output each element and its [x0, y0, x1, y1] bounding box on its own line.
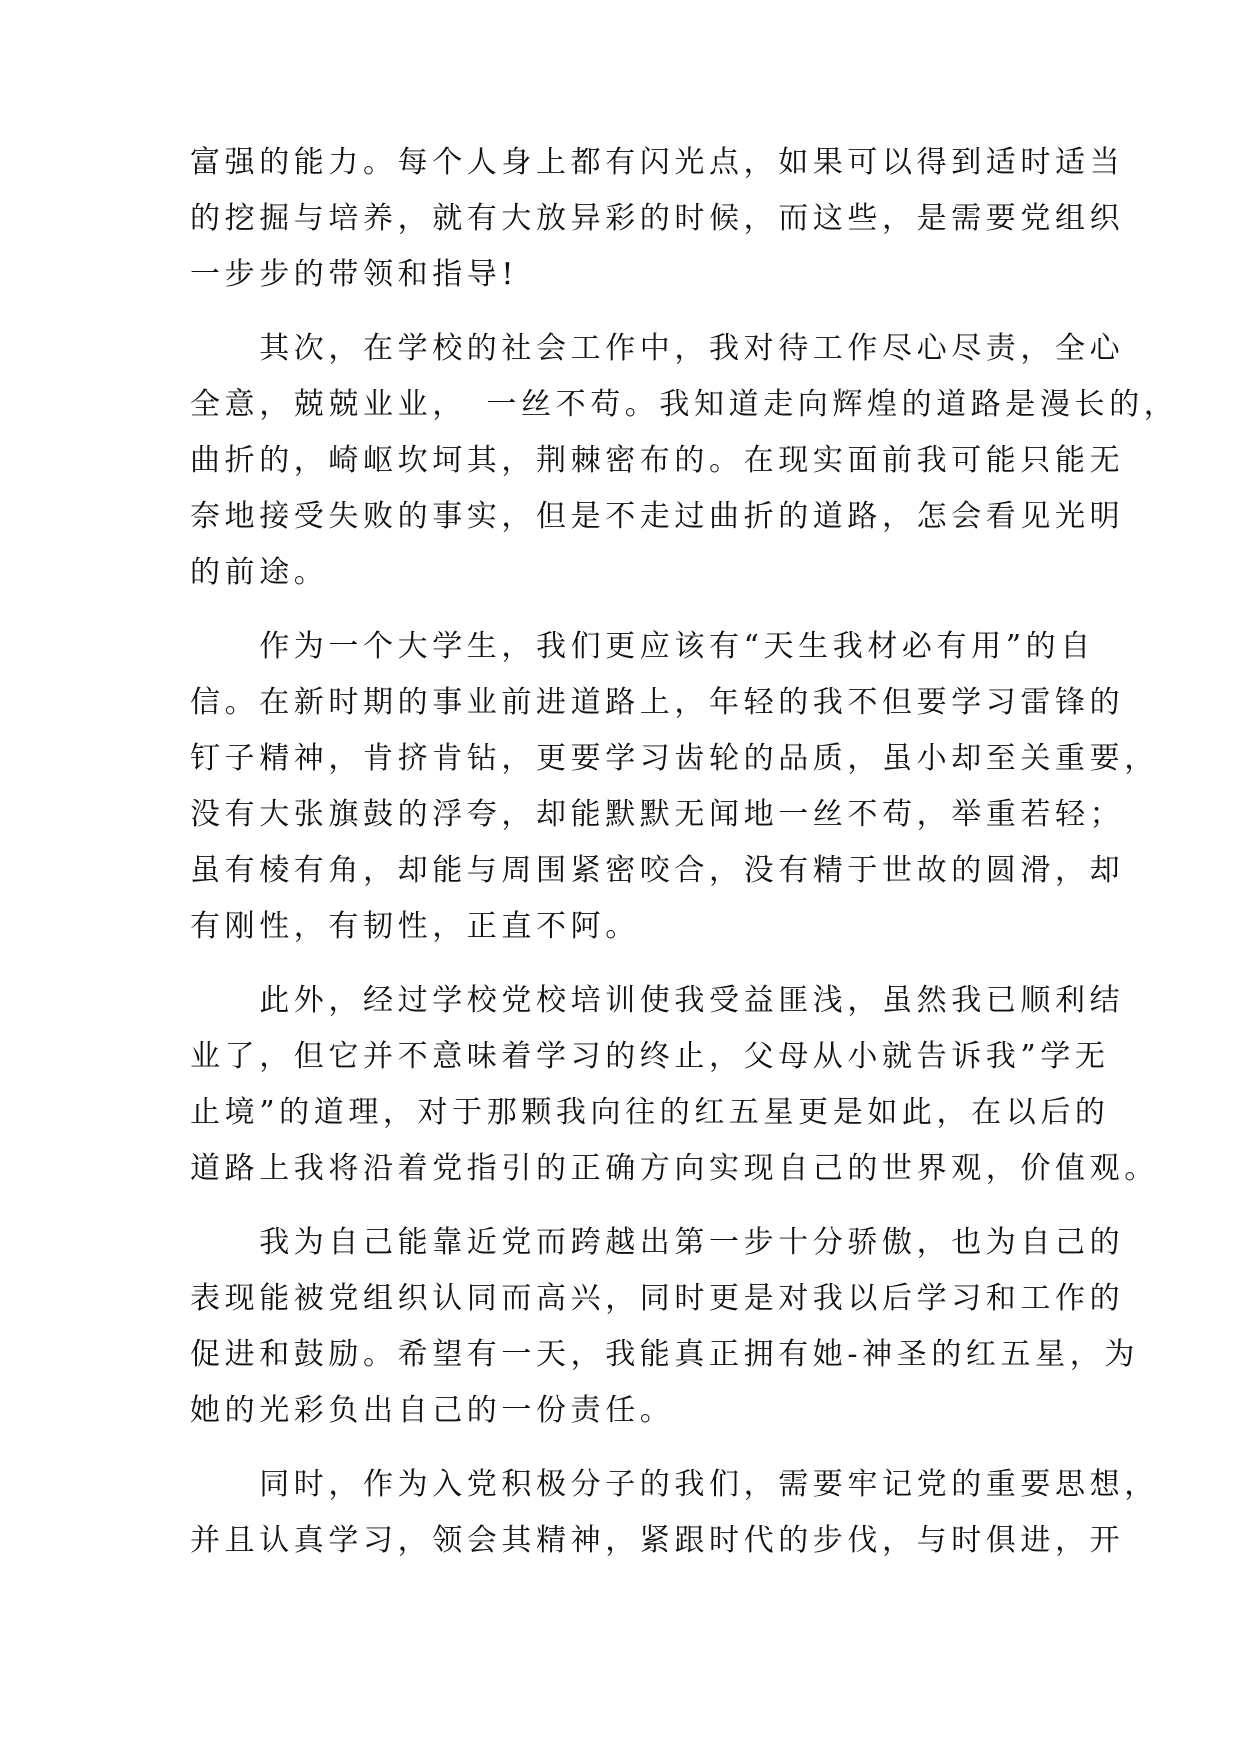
paragraph-3 — [190, 626, 1159, 962]
text-line: 作为一个大学生，我们更应该有“天生我材必有用”的自 — [190, 629, 1095, 664]
text-line: 富强的能力。每个人身上都有闪光点，如果可以得到适时适当 — [190, 145, 1125, 180]
text-line: 表现能被党组织认同而高兴，同时更是对我以后学习和工作的 — [190, 1281, 1125, 1316]
paragraph-2 — [190, 328, 1179, 608]
text-line: 一步步的带领和指导! — [190, 257, 519, 292]
text-line: 虽有棱有角，却能与周围紧密咬合，没有精于世故的圆滑，却 — [190, 853, 1125, 888]
text-line: 有刚性，有韧性，正直不阿。 — [190, 909, 640, 944]
text-line: 信。在新时期的事业前进道路上，年轻的我不但要学习雷锋的 — [190, 685, 1125, 720]
text-line: 的挖掘与培养，就有大放异彩的时候，而这些，是需要党组织 — [190, 201, 1125, 236]
paragraph-1 — [190, 142, 1125, 310]
text-line: 奈地接受失败的事实，但是不走过曲折的道路，怎会看见光明 — [190, 499, 1125, 534]
text-line: 曲折的，崎岖坎坷其，荆棘密布的。在现实面前我可能只能无 — [190, 443, 1125, 478]
text-line: 没有大张旗鼓的浮夸，却能默默无闻地一丝不苟，举重若轻； — [190, 797, 1125, 832]
paragraph-4 — [190, 980, 1159, 1204]
text-line: 全意，兢兢业业， 一丝不苟。我知道走向辉煌的道路是漫长的， — [190, 387, 1179, 422]
text-line: 同时，作为入党积极分子的我们，需要牢记党的重要思想， — [190, 1467, 1159, 1502]
text-line: 其次，在学校的社会工作中，我对待工作尽心尽责，全心 — [190, 331, 1125, 366]
text-line: 她的光彩负出自己的一份责任。 — [190, 1393, 675, 1428]
text-line: 我为自己能靠近党而跨越出第一步十分骄傲，也为自己的 — [190, 1225, 1125, 1260]
text-line: 并且认真学习，领会其精神，紧跟时代的步伐，与时俱进，开 — [190, 1523, 1125, 1558]
text-line: 的前途。 — [190, 555, 329, 590]
document-body — [190, 142, 1179, 1594]
paragraph-5 — [190, 1222, 1139, 1446]
text-line: 业了，但它并不意味着学习的终止，父母从小就告诉我”学无 — [190, 1039, 1110, 1074]
text-line: 钉子精神，肯挤肯钻，更要学习齿轮的品质，虽小却至关重要， — [190, 741, 1159, 776]
text-line: 此外，经过学校党校培训使我受益匪浅，虽然我已顺利结 — [190, 983, 1125, 1018]
text-line: 道路上我将沿着党指引的正确方向实现自己的世界观，价值观。 — [190, 1151, 1159, 1186]
text-line: 促进和鼓励。希望有一天，我能真正拥有她-神圣的红五星，为 — [190, 1337, 1139, 1372]
text-line: 止境”的道理，对于那颗我向往的红五星更是如此，在以后的 — [190, 1095, 1110, 1130]
paragraph-6 — [190, 1464, 1159, 1576]
